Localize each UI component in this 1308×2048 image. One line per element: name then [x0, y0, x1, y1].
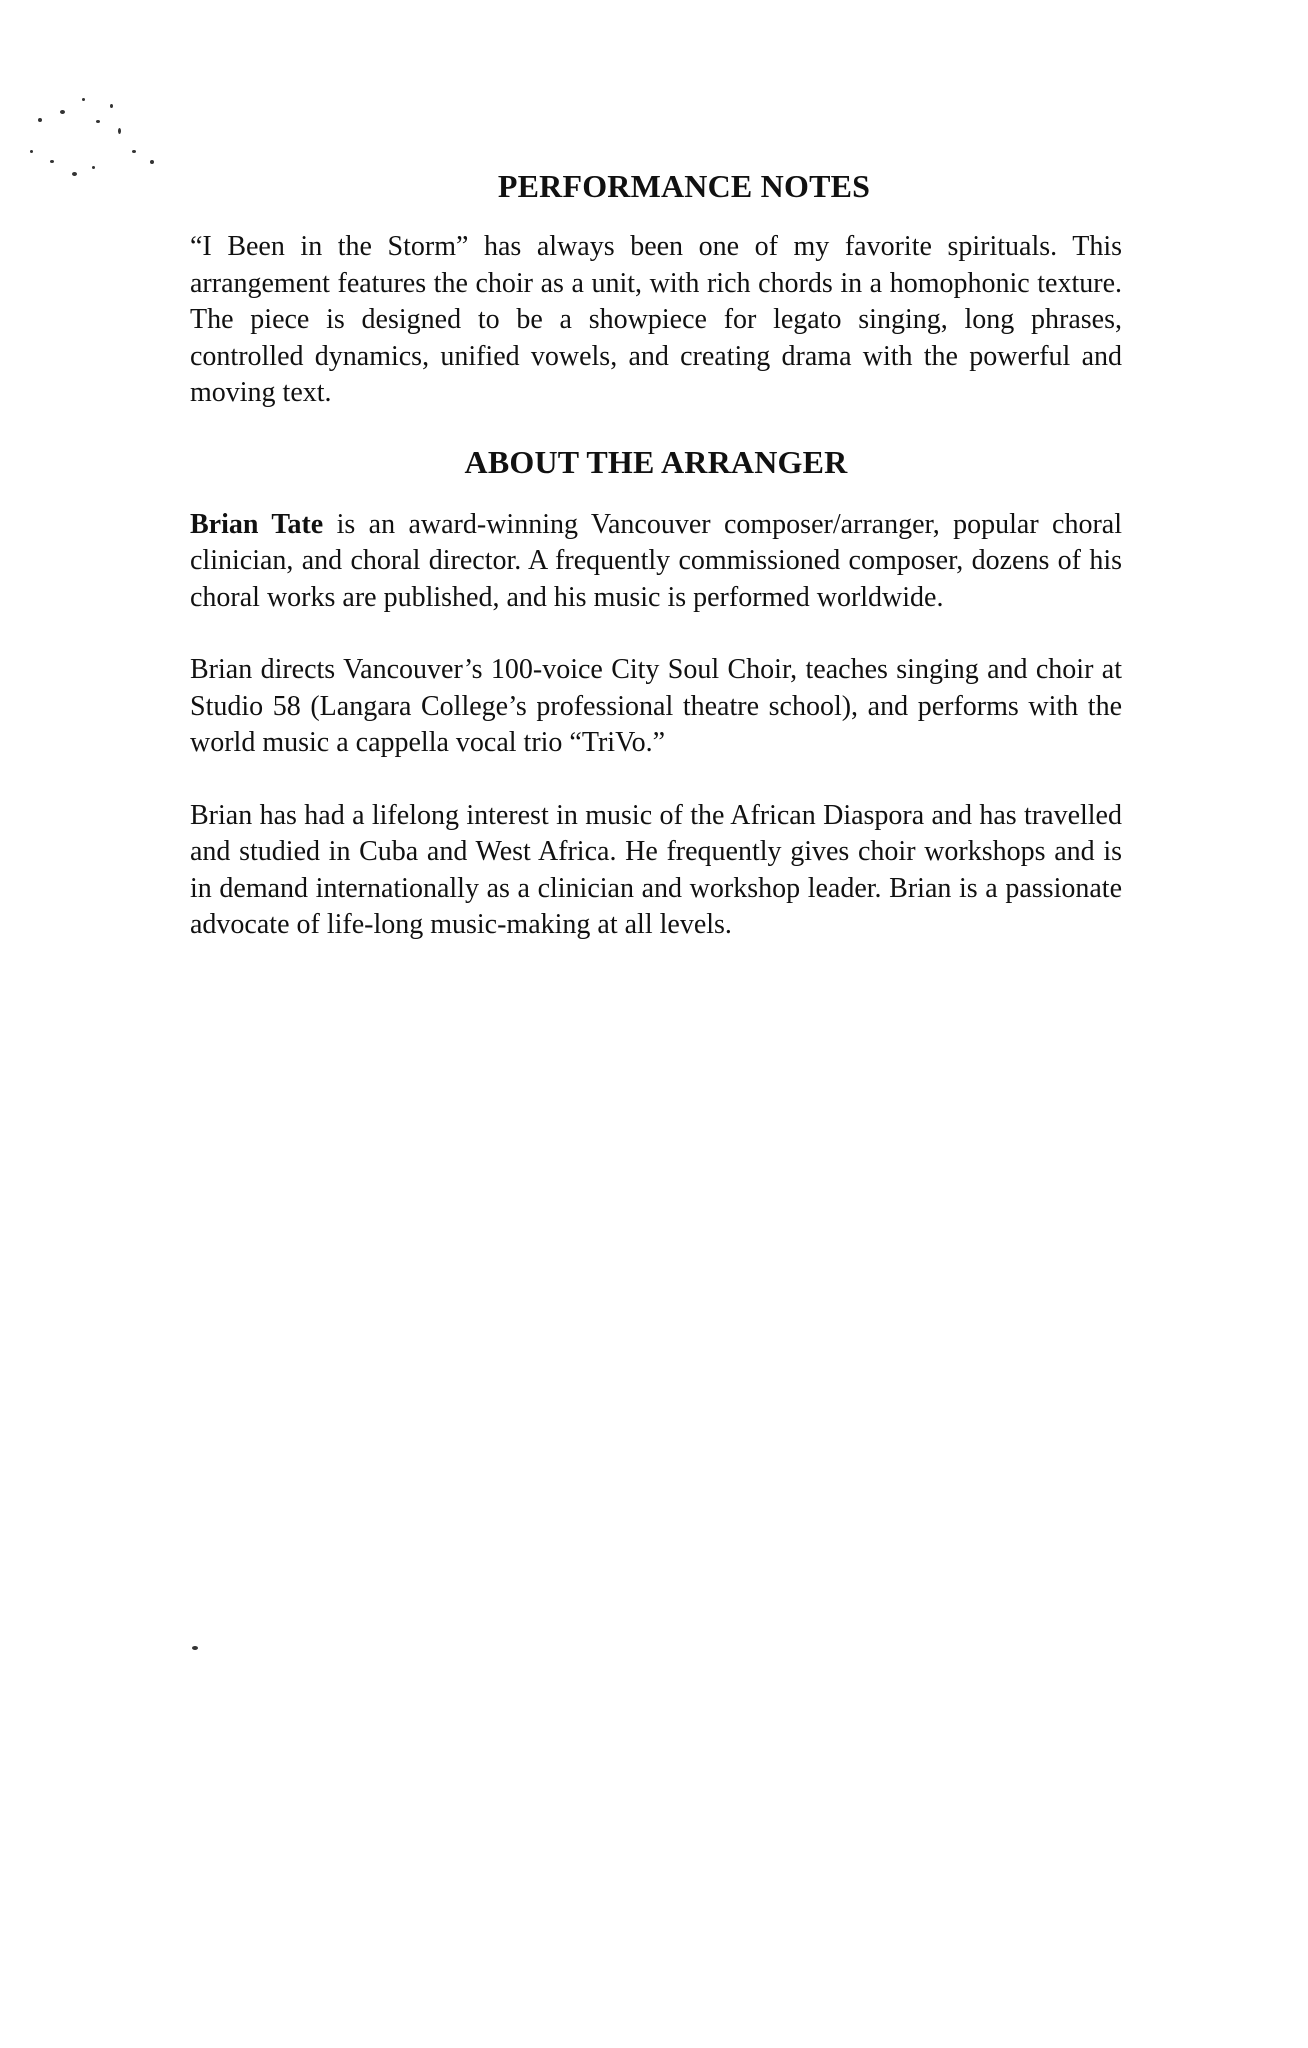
performance-notes-paragraph: “I Been in the Storm” has always been one of my favorite spirituals. This arrangement features the choir as a unit, with rich chords in a homophonic texture. The piece is designed to be a showpiece for legato singing, long phrases, controlled dynamics, unified vowels, and creating drama with the powerful and moving text. — [190, 231, 1122, 408]
performance-notes-section — [190, 168, 1122, 412]
arranger-bio-text: is an award-winning Vancouver composer/arranger, popular choral clinician, and choral director. A frequently commissioned composer, dozens of his choral works are published, and his music is performed worldwide. — [190, 508, 1122, 613]
performance-notes-heading: PERFORMANCE NOTES — [497, 168, 871, 204]
arranger-bio-paragraph-2: Brian directs Vancouver’s 100-voice City Soul Choir, teaches singing and choir at Studio 58 (Langara College’s professional theatre school), and performs with the world music a cappella vocal trio “TriVo.” — [190, 654, 1122, 758]
arranger-bio-paragraph-1 — [190, 507, 1122, 617]
main-content — [190, 168, 1122, 944]
arranger-bio-paragraph-3: Brian has had a lifelong interest in music of the African Diaspora and has travelled and studied in Cuba and West Africa. He frequently gives choir workshops and is in demand internationally as a clinician and workshop leader. Brian is a passionate advocate of life-long music-making at all levels. — [190, 799, 1122, 940]
about-arranger-heading: ABOUT THE ARRANGER — [464, 443, 848, 480]
arranger-name: Brian Tate — [190, 508, 324, 540]
about-arranger-section — [190, 444, 1122, 944]
